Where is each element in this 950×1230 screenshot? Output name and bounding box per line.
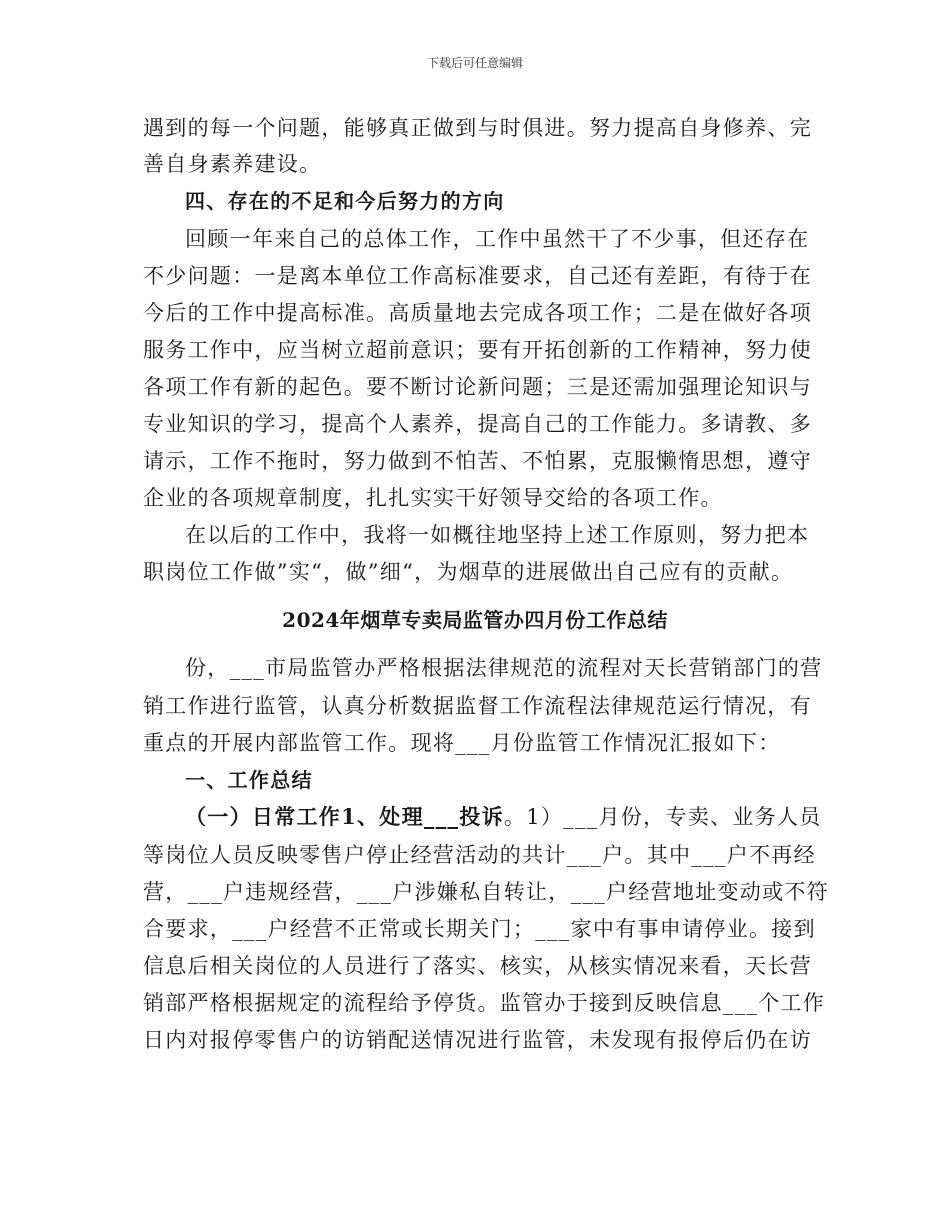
text-line: 信息后相关岗位的人员进行了落实、核实，从核实情况来看，天长营 — [143, 954, 812, 978]
text-line: 重点的开展内部监管工作。现将___月份监管工作情况汇报如下： — [143, 731, 781, 755]
article-title: 2024年烟草专卖局监管办四月份工作总结 — [282, 608, 668, 632]
page-header: 下载后可任意编辑 — [426, 56, 523, 70]
text-line: 职岗位工作做”实“，做”细“，为烟草的进展做出自己应有的贡献。 — [143, 560, 794, 584]
text-line: 服务工作中，应当树立超前意识；要有开拓创新的工作精神，努力使 — [143, 338, 812, 362]
text-line: 销工作进行监管，认真分析数据监督工作流程法律规范运行情况，有 — [143, 694, 812, 718]
text-line: 不少问题：一是离本单位工作高标准要求，自己还有差距，有待于在 — [143, 264, 812, 288]
text-line: 善自身素养建设。 — [143, 152, 322, 176]
text-line: 在以后的工作中，我将一如概往地坚持上述工作原则，努力把本 — [185, 523, 810, 547]
text-line: 回顾一年来自己的总体工作，工作中虽然干了不少事，但还存在 — [185, 227, 810, 251]
sub-heading: （一）日常工作1、处理___投诉 — [185, 804, 504, 829]
text-line: 请示，工作不拖时，努力做到不怕苦、不怕累，克服懒惰思想，遵守 — [143, 449, 812, 473]
text-line — [185, 799, 855, 835]
text-line: 销部严格根据规定的流程给予停货。监管办于接到反映信息___个工作 — [143, 991, 826, 1015]
text-line: 遇到的每一个问题，能够真正做到与时俱进。努力提高自身修养、完 — [143, 116, 812, 140]
text-line: 等岗位人员反映零售户停止经营活动的共计___户。其中___户不再经 — [143, 843, 816, 867]
text-line: 日内对报停零售户的访销配送情况进行监管，未发现有报停后仍在访 — [143, 1028, 812, 1052]
section-heading: 一、工作总结 — [185, 768, 313, 792]
text-line: 专业知识的学习，提高个人素养，提高自己的工作能力。多请教、多 — [143, 412, 812, 436]
text-line: 份，___市局监管办严格根据法律规范的流程对天长营销部门的营 — [185, 656, 823, 680]
text-line: 各项工作有新的起色。要不断讨论新问题；三是还需加强理论知识与 — [143, 375, 812, 399]
text-line: 企业的各项规章制度，扎扎实实干好领导交给的各项工作。 — [143, 486, 723, 510]
text-line: 营，___户违规经营，___户涉嫌私自转让，___户经营地址变动或不符 — [143, 880, 829, 904]
section-heading: 四、存在的不足和今后努力的方向 — [185, 189, 505, 213]
text-line: 今后的工作中提高标准。高质量地去完成各项工作；二是在做好各项 — [143, 301, 812, 325]
sub-heading-rest: 。1）___月份，专卖、业务人员 — [503, 805, 822, 829]
text-line: 合要求，___户经营不正常或长期关门；___家中有事申请停业。接到 — [143, 917, 816, 941]
